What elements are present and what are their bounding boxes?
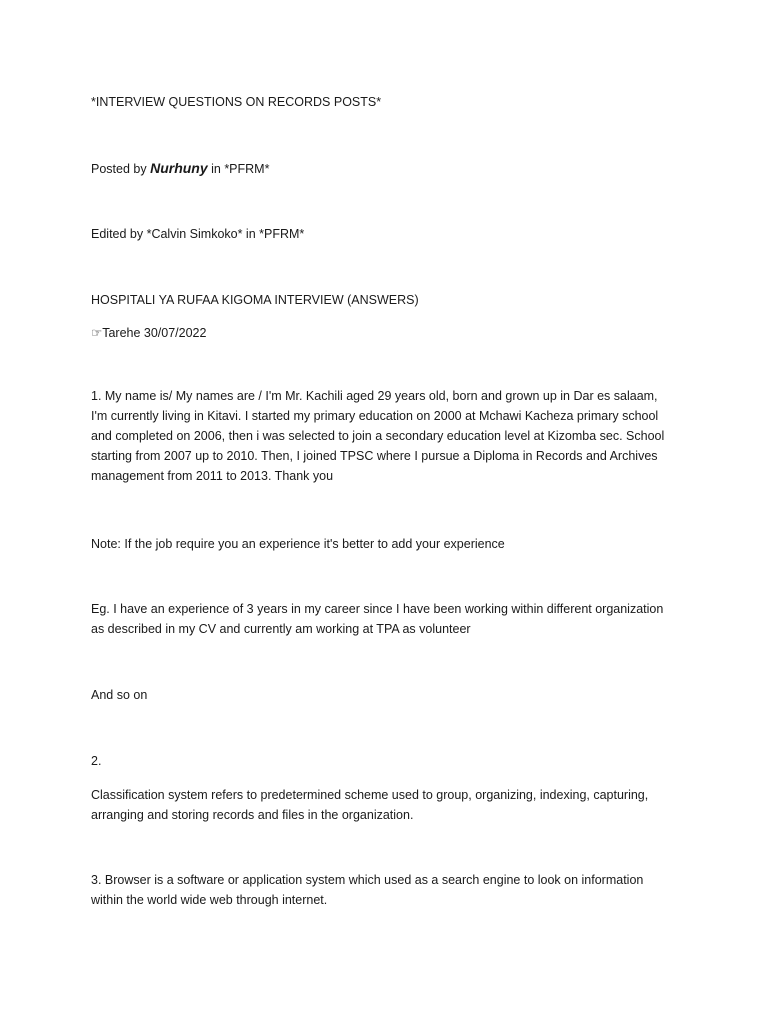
author-name: Nurhuny [150,160,208,176]
example-line: as described in my CV and currently am working at TPA as volunteer [91,622,471,636]
and-so-on-paragraph: And so on [91,688,148,702]
document-title: *INTERVIEW QUESTIONS ON RECORDS POSTS* [91,95,382,109]
date-line: ☞Tarehe 30/07/2022 [91,326,207,340]
answer-3-paragraph [91,870,681,910]
answer-1-paragraph [91,386,681,486]
answer-1-line: starting from 2007 up to 2010. Then, I joined TPSC where I pursue a Diploma in Records and Archives [91,449,658,463]
answer-2-line: arranging and storing records and files in the organization. [91,808,414,822]
answer-3-line: 3. Browser is a software or application system which used as a search engine to look on information [91,873,644,887]
example-paragraph [91,599,681,639]
posted-by-prefix: Posted by [91,162,151,176]
answer-1-line: management from 2011 to 2013. Thank you [91,469,334,483]
answer-2-paragraph [91,785,681,825]
section-heading: HOSPITALI YA RUFAA KIGOMA INTERVIEW (ANSWERS) [91,293,419,307]
answer-1-line: and completed on 2006, then i was selected to join a secondary education level at Kizomba sec. School [91,429,665,443]
answer-2-line: Classification system refers to predetermined scheme used to group, organizing, indexing, capturing, [91,788,649,802]
example-line: Eg. I have an experience of 3 years in my career since I have been working within different organization [91,602,664,616]
note-paragraph: Note: If the job require you an experience it's better to add your experience [91,537,505,551]
edited-by-line: Edited by *Calvin Simkoko* in *PFRM* [91,227,305,241]
answer-1-line: 1. My name is/ My names are / I'm Mr. Kachili aged 29 years old, born and grown up in Dar es salaam, [91,389,658,403]
answer-3-line: within the world wide web through internet. [91,893,328,907]
answer-2-number: 2. [91,754,102,768]
posted-by-suffix: in *PFRM* [207,162,270,176]
posted-by-line [91,158,681,179]
answer-1-line: I'm currently living in Kitavi. I started my primary education on 2000 at Mchawi Kacheza primary school [91,409,659,423]
